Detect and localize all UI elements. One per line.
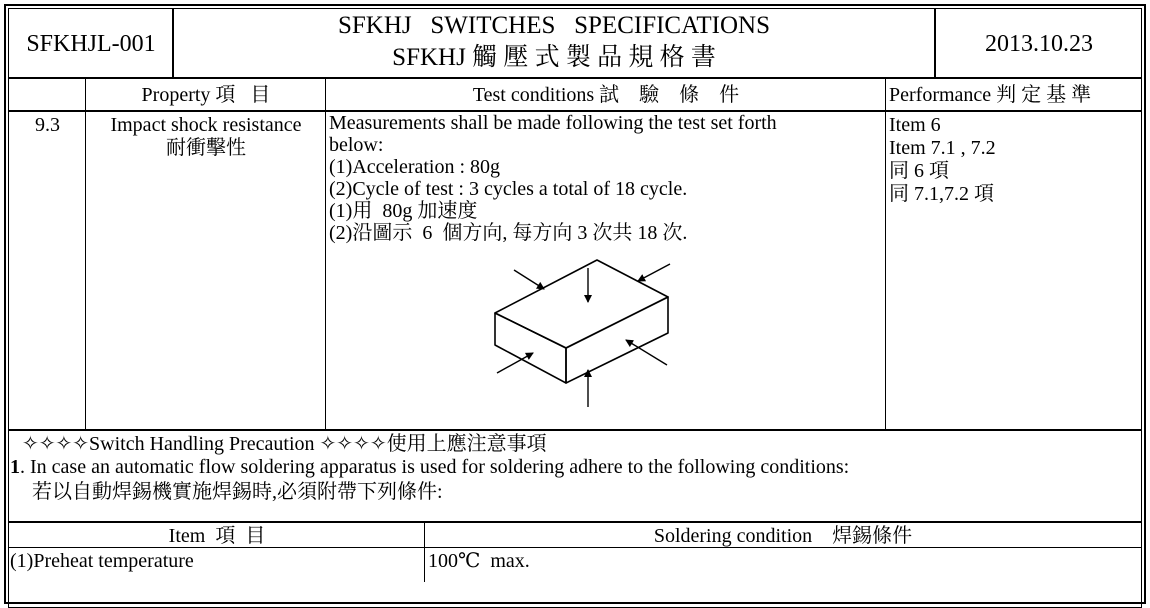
condition-line: (2)沿圖示 6 個方向, 每方向 3 次共 18 次.: [329, 222, 688, 244]
solder-row-item: (1)Preheat temperature: [10, 550, 194, 572]
precaution-item-number: 1: [10, 456, 20, 478]
solder-table-header-line: [8, 547, 1142, 548]
condition-line: (2)Cycle of test : 3 cycles a total of 18 cycle.: [329, 178, 688, 200]
precaution-item-1-zh: 若以自動焊錫機實施焊錫時,必須附帶下列條件:: [32, 481, 443, 503]
header-property: Property 項 目: [141, 84, 271, 106]
solder-header-item: Item 項 目: [168, 525, 266, 547]
precaution-item-1-en: [10, 456, 849, 478]
header-performance: Performance 判 定 基 準: [889, 84, 1092, 106]
solder-table-col-divider: [424, 522, 425, 582]
impact-direction-diagram: [480, 255, 680, 415]
precaution-item-text: . In case an automatic flow soldering apparatus is used for soldering adhere to the following conditions:: [20, 456, 850, 478]
test-conditions-text: [329, 112, 883, 244]
row-number: 9.3: [35, 114, 60, 136]
doc-title-zh: SFKHJ 觸 壓 式 製 品 規 格 書: [392, 44, 716, 71]
table-col-divider-3: [885, 78, 886, 430]
property-name-en: Impact shock resistance: [110, 114, 302, 136]
header-test-conditions: Test conditions 試 驗 條 件: [472, 84, 740, 106]
condition-line: below:: [329, 134, 384, 156]
solder-header-condition: Soldering condition 焊錫條件: [653, 525, 913, 547]
performance-line: 同 7.1,7.2 項: [889, 183, 994, 205]
table-col-divider-1: [85, 78, 86, 430]
solder-row-condition: 100℃ max.: [428, 550, 530, 572]
property-name-zh: 耐衝擊性: [166, 137, 246, 159]
performance-line: 同 6 項: [889, 160, 949, 182]
doc-id: SFKHJL-001: [26, 31, 156, 57]
precaution-title: ✧✧✧✧Switch Handling Precaution ✧✧✧✧使用上應注意事項: [22, 433, 547, 455]
performance-line: Item 7.1 , 7.2: [889, 137, 996, 159]
condition-line: Measurements shall be made following the test set forth: [329, 112, 777, 134]
table-bottom-line: [8, 429, 1142, 431]
doc-title-en: SFKHJ SWITCHES SPECIFICATIONS: [337, 12, 771, 39]
performance-text: [889, 114, 1139, 206]
header-bottom-line: [8, 77, 1142, 79]
performance-line: Item 6: [889, 114, 941, 136]
table-col-divider-2: [325, 78, 326, 430]
force-arrows: [497, 264, 670, 407]
condition-line: (1)Acceleration : 80g: [329, 156, 501, 178]
condition-line: (1)用 80g 加速度: [329, 200, 478, 222]
doc-date: 2013.10.23: [985, 31, 1093, 57]
